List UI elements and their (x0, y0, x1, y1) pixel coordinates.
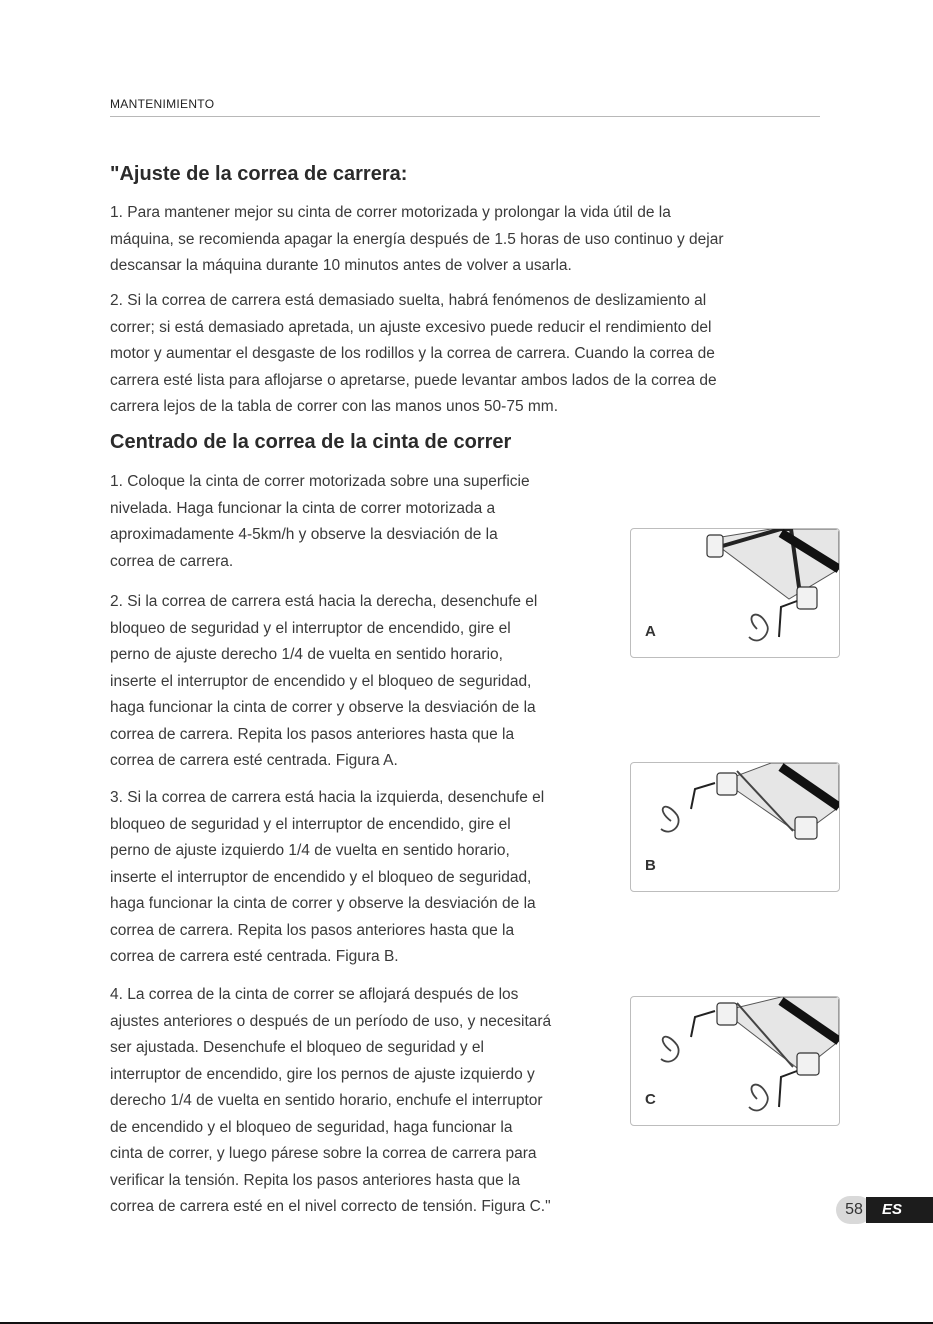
text-line: correa de carrera esté centrada. Figura B. (110, 948, 399, 965)
figure-label: B (645, 857, 656, 874)
text-line: derecho 1/4 de vuelta en sentido horario, enchufe el interruptor (110, 1092, 543, 1109)
text-line: ajustes anteriores o después de un período de uso, y necesitará (110, 1012, 552, 1030)
text-line: 2. Si la correa de carrera está hacia la derecha, desenchufe el (110, 593, 538, 610)
text-line: bloqueo de seguridad y el interruptor de encendido, gire el (110, 619, 511, 637)
text-line: correa de carrera esté en el nivel correcto de tensión. Figura C." (110, 1198, 551, 1215)
text-line: interruptor de encendido, gire los pernos de ajuste izquierdo y (110, 1065, 535, 1083)
text-line: bloqueo de seguridad y el interruptor de encendido, gire el (110, 815, 511, 833)
text-line: motor y aumentar el desgaste de los rodillos y la correa de carrera. Cuando la correa de (110, 345, 715, 362)
text-line: 2. Si la correa de carrera está demasiado suelta, habrá fenómenos de deslizamiento al (110, 292, 707, 309)
text-line: perno de ajuste izquierdo 1/4 de vuelta en sentido horario, (110, 842, 510, 859)
text-line: verificar la tensión. Repita los pasos anteriores hasta que la (110, 1171, 521, 1189)
text-line: de encendido y el bloqueo de seguridad, haga funcionar la (110, 1118, 513, 1136)
text-line: correa de carrera. Repita los pasos anteriores hasta que la (110, 921, 515, 939)
centering-step-4 (110, 982, 620, 1221)
text-line: haga funcionar la cinta de correr y observe la desviación de la (110, 699, 536, 716)
text-line: carrera esté lista para aflojarse o apretarse, puede levantar ambos lados de la correa de (110, 371, 717, 389)
text-line: inserte el interruptor de encendido y el bloqueo de seguridad, (110, 868, 532, 886)
text-line: aproximadamente 4-5km/h y observe la desviación de la (110, 526, 498, 543)
figure-b-left-bolt (630, 762, 840, 892)
figure-label: C (645, 1091, 656, 1108)
page-number: 58 (836, 1196, 872, 1224)
text-line: 1. Coloque la cinta de correr motorizada sobre una superficie (110, 473, 530, 490)
text-line: ser ajustada. Desenchufe el bloqueo de seguridad y el (110, 1039, 484, 1056)
section-header: MANTENIMIENTO (110, 97, 820, 117)
section-title-belt-centering: Centrado de la correa de la cinta de correr (110, 431, 512, 453)
text-line: descansar la máquina durante 10 minutos antes de volver a usarla. (110, 257, 572, 274)
text-line: máquina, se recomienda apagar la energía después de 1.5 horas de uso continuo y dejar (110, 230, 724, 248)
text-line: inserte el interruptor de encendido y el bloqueo de seguridad, (110, 672, 532, 690)
text-line: nivelada. Haga funcionar la cinta de correr motorizada a (110, 499, 496, 517)
text-line: carrera lejos de la tabla de correr con las manos unos 50-75 mm. (110, 398, 558, 415)
text-line: cinta de correr, y luego párese sobre la correa de carrera para (110, 1145, 537, 1162)
text-line: 3. Si la correa de carrera está hacia la izquierda, desenchufe el (110, 789, 545, 806)
text-line: haga funcionar la cinta de correr y observe la desviación de la (110, 895, 536, 912)
figure-label: A (645, 623, 656, 640)
section-title-belt-adjustment: "Ajuste de la correa de carrera: (110, 163, 408, 185)
text-line: 1. Para mantener mejor su cinta de correr motorizada y prolongar la vida útil de la (110, 204, 671, 221)
treadmill-rear-roller-illustration (631, 763, 839, 891)
figure-a-right-bolt (630, 528, 840, 658)
treadmill-rear-roller-illustration (631, 997, 839, 1125)
text-line: correa de carrera. (110, 552, 234, 570)
centering-step-1 (110, 469, 620, 575)
language-tab: ES (866, 1197, 933, 1223)
paragraph-2 (110, 288, 830, 421)
text-line: 4. La correa de la cinta de correr se aflojará después de los (110, 986, 519, 1003)
text-line: perno de ajuste derecho 1/4 de vuelta en sentido horario, (110, 646, 503, 663)
paragraph-1 (110, 200, 830, 280)
text-line: correa de carrera esté centrada. Figura A. (110, 752, 398, 769)
centering-step-2 (110, 589, 620, 775)
figure-c-both-bolts (630, 996, 840, 1126)
centering-step-3 (110, 785, 620, 971)
text-line: correr; si está demasiado apretada, un ajuste excesivo puede reducir el rendimiento del (110, 318, 712, 336)
text-line: correa de carrera. Repita los pasos anteriores hasta que la (110, 725, 515, 743)
treadmill-rear-roller-illustration (631, 529, 839, 657)
